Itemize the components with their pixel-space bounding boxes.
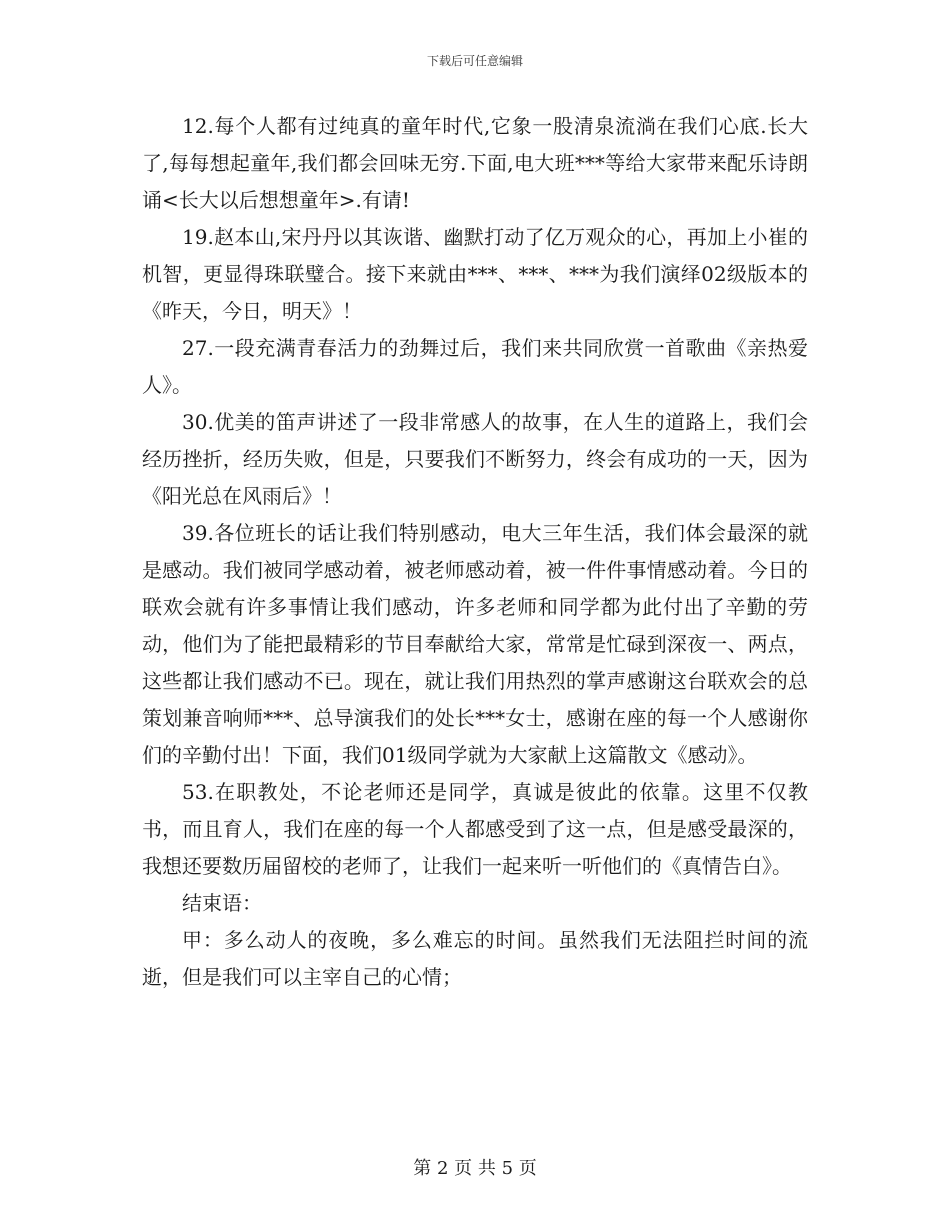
paragraph-12: 12.每个人都有过纯真的童年时代,它象一股清泉流淌在我们心底.长大了,每每想起童年,我们都会回味无穷.下面,电大班***等给大家带来配乐诗朗诵<长大以后想想童年>.有请! (142, 114, 808, 212)
page-number: 第 2 页 共 5 页 (413, 1158, 537, 1179)
paragraph-27: 27.一段充满青春活力的劲舞过后，我们来共同欣赏一首歌曲《亲热爱人》。 (142, 336, 808, 397)
paragraph-19: 19.赵本山,宋丹丹以其诙谐、幽默打动了亿万观众的心，再加上小崔的机智，更显得珠联璧合。接下来就由***、***、***为我们演绎02级版本的《昨天，今日，明天》！ (142, 225, 808, 323)
paragraph-39: 39.各位班长的话让我们特别感动，电大三年生活，我们体会最深的就是感动。我们被同学感动着，被老师感动着，被一件件事情感动着。今日的联欢会就有许多事情让我们感动，许多老师和同学都为此付出了辛勤的劳动，他们为了能把最精彩的节目奉献给大家，常常是忙碌到深夜一、两点，这些都让我们感动不已。现在，就让我们用热烈的掌声感谢这台联欢会的总策划兼音响师***、总导演我们的处长***女士，感谢在座的每一个人感谢你们的辛勤付出！下面，我们01级同学就为大家献上这篇散文《感动》。 (142, 521, 808, 767)
paragraph-53: 53.在职教处，不论老师还是同学，真诚是彼此的依靠。这里不仅教书，而且育人，我们在座的每一个人都感受到了这一点，但是感受最深的，我想还要数历届留校的老师了，让我们一起来听一听他们的《真情告白》。 (142, 780, 808, 878)
document-body (142, 108, 808, 996)
closing-heading: 结束语： (182, 891, 262, 915)
page-header: 下载后可任意编辑 (426, 54, 523, 68)
paragraph-30: 30.优美的笛声讲述了一段非常感人的故事，在人生的道路上，我们会经历挫折，经历失败，但是，只要我们不断努力，终会有成功的一天，因为《阳光总在风雨后》！ (142, 410, 808, 508)
closing-line-jia: 甲：多么动人的夜晚，多么难忘的时间。虽然我们无法阻拦时间的流逝，但是我们可以主宰自己的心情； (142, 928, 808, 989)
